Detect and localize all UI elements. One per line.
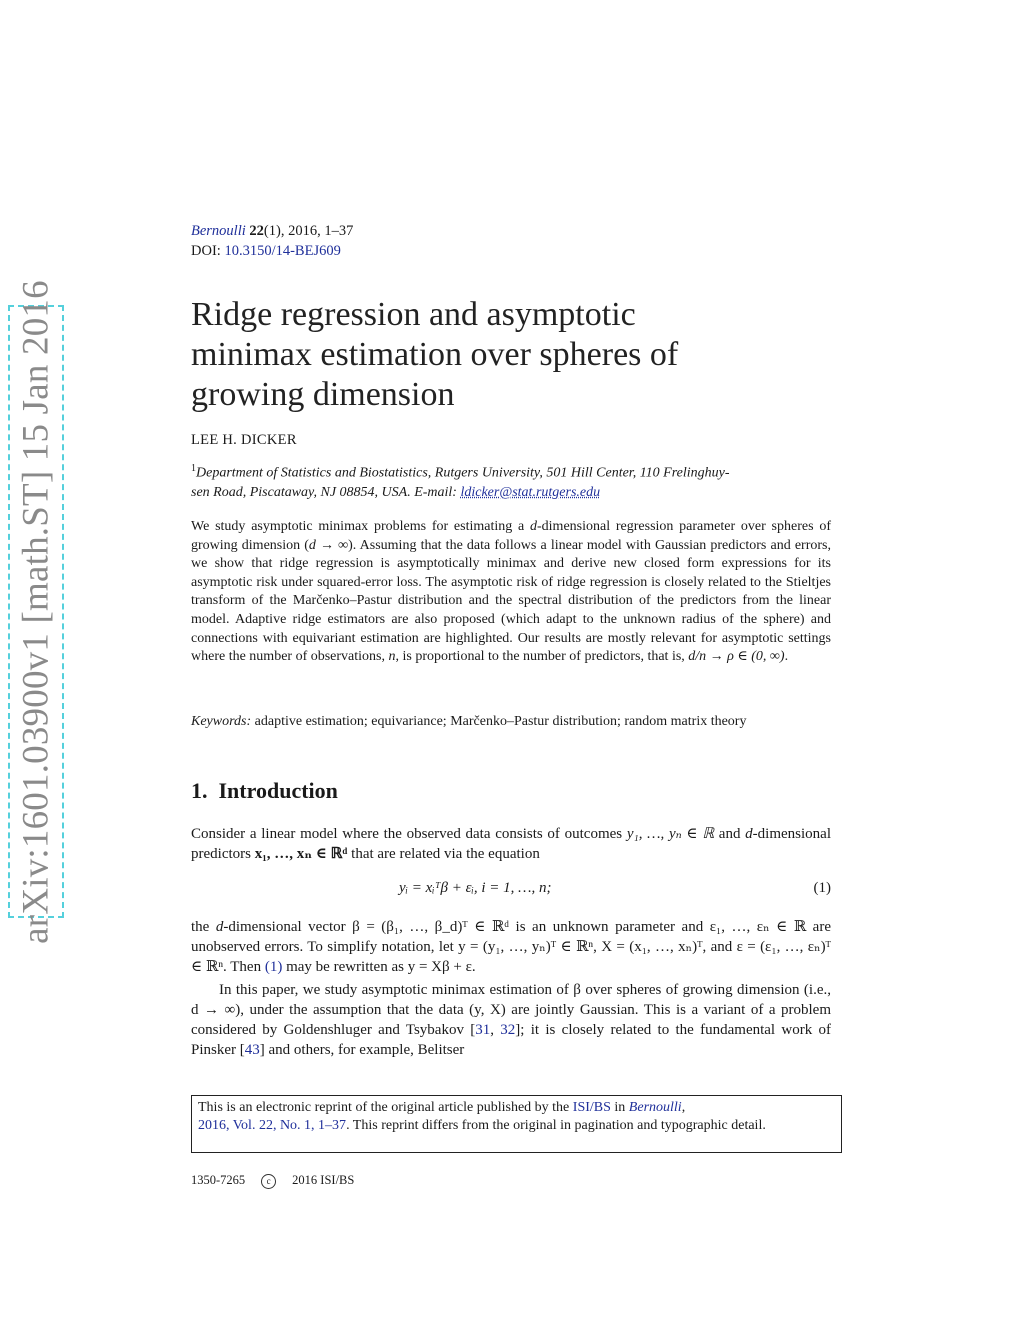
section-title: Introduction xyxy=(218,778,338,803)
reprint-notice xyxy=(191,1095,842,1153)
abstract-math: d/n → ρ ∈ (0, ∞) xyxy=(688,649,785,665)
issn: 1350-7265 xyxy=(191,1173,246,1187)
section-heading xyxy=(191,778,338,804)
affiliation-line-2: sen Road, Piscataway, NJ 08854, USA. E-mail: xyxy=(191,484,461,500)
body-text: Consider a linear model where the observed data consists of outcomes xyxy=(191,826,627,842)
inline-math: d xyxy=(215,919,224,935)
footer xyxy=(191,1173,354,1189)
equation-formula: yᵢ = xᵢᵀβ + εᵢ, i = 1, …, n; xyxy=(399,880,552,896)
citation-link-31[interactable]: 31 xyxy=(475,1022,491,1038)
doi-line xyxy=(191,242,341,261)
equation-reference-link[interactable]: (1) xyxy=(264,959,283,975)
body-text: , xyxy=(490,1022,501,1038)
reprint-text: , xyxy=(681,1100,686,1115)
affiliation-mark: 1 xyxy=(191,463,196,474)
arxiv-identifier: arXiv:1601.03900v1 [math.ST] 15 Jan 2016 xyxy=(15,279,57,944)
abstract-math: n xyxy=(388,649,396,665)
body-text: In this paper, we study asymptotic minimax estimation of β over spheres of growing dimension (i.e., d → ∞), under the assumption that the data (y, X) are jointly Gaussian. This is a variant of a problem considered by Goldenshluger and Tsybakov [ xyxy=(191,982,831,1038)
author-affiliation xyxy=(191,459,843,502)
inline-math: x₁, …, xₙ ∈ ℝᵈ xyxy=(254,846,348,862)
body-text: ] and others, for example, Belitser xyxy=(259,1042,465,1058)
arxiv-stamp[interactable] xyxy=(8,279,64,944)
copyright-icon: c xyxy=(261,1174,276,1189)
inline-math: d xyxy=(745,826,753,842)
abstract-math: d xyxy=(530,519,537,534)
isi-bs-link[interactable]: ISI/BS xyxy=(572,1100,611,1115)
abstract-text: ). Assuming that the data follows a linear model with Gaussian predictors and errors, we show that ridge regression is asymptotically minimax and derive new closed form expressions for its asymptotic risk under squared-error loss. The asymptotic risk of ridge regression is closely related to the Stieltjes transform of the Marčenko–Pastur distribution and the spectral distribution of the predictors from the linear model. Adaptive ridge estimators are also proposed (which adapt to the unknown radius of the sphere) and connections with equivariant estimation are highlighted. Our results are mostly relevant for asymptotic settings where the number of observations, xyxy=(191,537,831,665)
equation-1 xyxy=(191,880,831,902)
abstract xyxy=(191,518,831,667)
abstract-text: . xyxy=(784,649,789,665)
paper-title xyxy=(191,295,811,415)
title-line-2: minimax estimation over spheres of xyxy=(191,336,679,373)
title-line-1: Ridge regression and asymptotic xyxy=(191,296,636,333)
body-text: -dimensional predictors xyxy=(191,826,831,862)
volume-issue-link[interactable]: 2016, Vol. 22, No. 1, 1–37 xyxy=(198,1117,347,1133)
body-text: may be rewritten as y = Xβ + ε. xyxy=(282,959,476,975)
section-number: 1. xyxy=(191,778,208,803)
body-text: the xyxy=(191,919,216,935)
doi-label: DOI: xyxy=(191,243,221,259)
body-text: and xyxy=(714,826,746,842)
author-name: LEE H. DICKER xyxy=(191,432,297,448)
copyright-text: 2016 ISI/BS xyxy=(292,1173,355,1187)
citation-link-43[interactable]: 43 xyxy=(244,1042,260,1058)
affiliation-line-1: Department of Statistics and Biostatistics, Rutgers University, 501 Hill Center, 110 Frelinghuy- xyxy=(196,465,730,481)
intro-paragraph-1 xyxy=(191,824,831,864)
journal-citation xyxy=(191,222,353,241)
author-email-link[interactable]: ldicker@stat.rutgers.edu xyxy=(460,484,601,500)
keywords-text: adaptive estimation; equivariance; Marčenko–Pastur distribution; random matrix theory xyxy=(251,714,747,729)
equation-number: (1) xyxy=(813,880,831,896)
journal-volume: 22 xyxy=(249,223,264,239)
intro-paragraph-3 xyxy=(191,980,831,1060)
abstract-text: -dimensional regression parameter over spheres of growing dimension ( xyxy=(191,519,831,553)
reprint-text: . This reprint differs from the original in pagination and typographic detail. xyxy=(346,1117,766,1133)
reprint-text: in xyxy=(610,1100,629,1115)
keywords xyxy=(191,713,831,732)
body-text: ]; it is closely related to the fundamental work of Pinsker [ xyxy=(191,1022,832,1058)
body-text: that are related via the equation xyxy=(347,846,540,862)
abstract-math: d → ∞ xyxy=(308,537,349,553)
abstract-text: , is proportional to the number of predictors, that is, xyxy=(395,649,689,665)
citation-link-32[interactable]: 32 xyxy=(500,1022,516,1038)
abstract-text: We study asymptotic minimax problems for estimating a xyxy=(191,519,530,534)
keywords-label: Keywords: xyxy=(191,714,252,729)
journal-issue-year-pages: (1), 2016, 1–37 xyxy=(263,223,354,239)
intro-paragraph-2 xyxy=(191,917,831,977)
doi-link[interactable]: 10.3150/14-BEJ609 xyxy=(224,243,341,259)
body-text: -dimensional vector β = (β₁, …, β_d)ᵀ ∈ ℝᵈ is an unknown parameter and ε₁, …, εₙ ∈ ℝ are unobserved errors. To simplify notation, let y = (y₁, …, yₙ)ᵀ ∈ ℝⁿ, X = (x₁, …, xₙ)ᵀ, and ε = (ε₁, …, εₙ)ᵀ ∈ ℝⁿ. Then xyxy=(191,919,831,975)
journal-link[interactable]: Bernoulli xyxy=(191,223,246,239)
title-line-3: growing dimension xyxy=(191,376,455,413)
reprint-text: This is an electronic reprint of the original article published by the xyxy=(198,1100,573,1115)
inline-math: y₁, …, yₙ ∈ ℝ xyxy=(626,826,715,842)
bernoulli-link[interactable]: Bernoulli xyxy=(628,1100,682,1115)
